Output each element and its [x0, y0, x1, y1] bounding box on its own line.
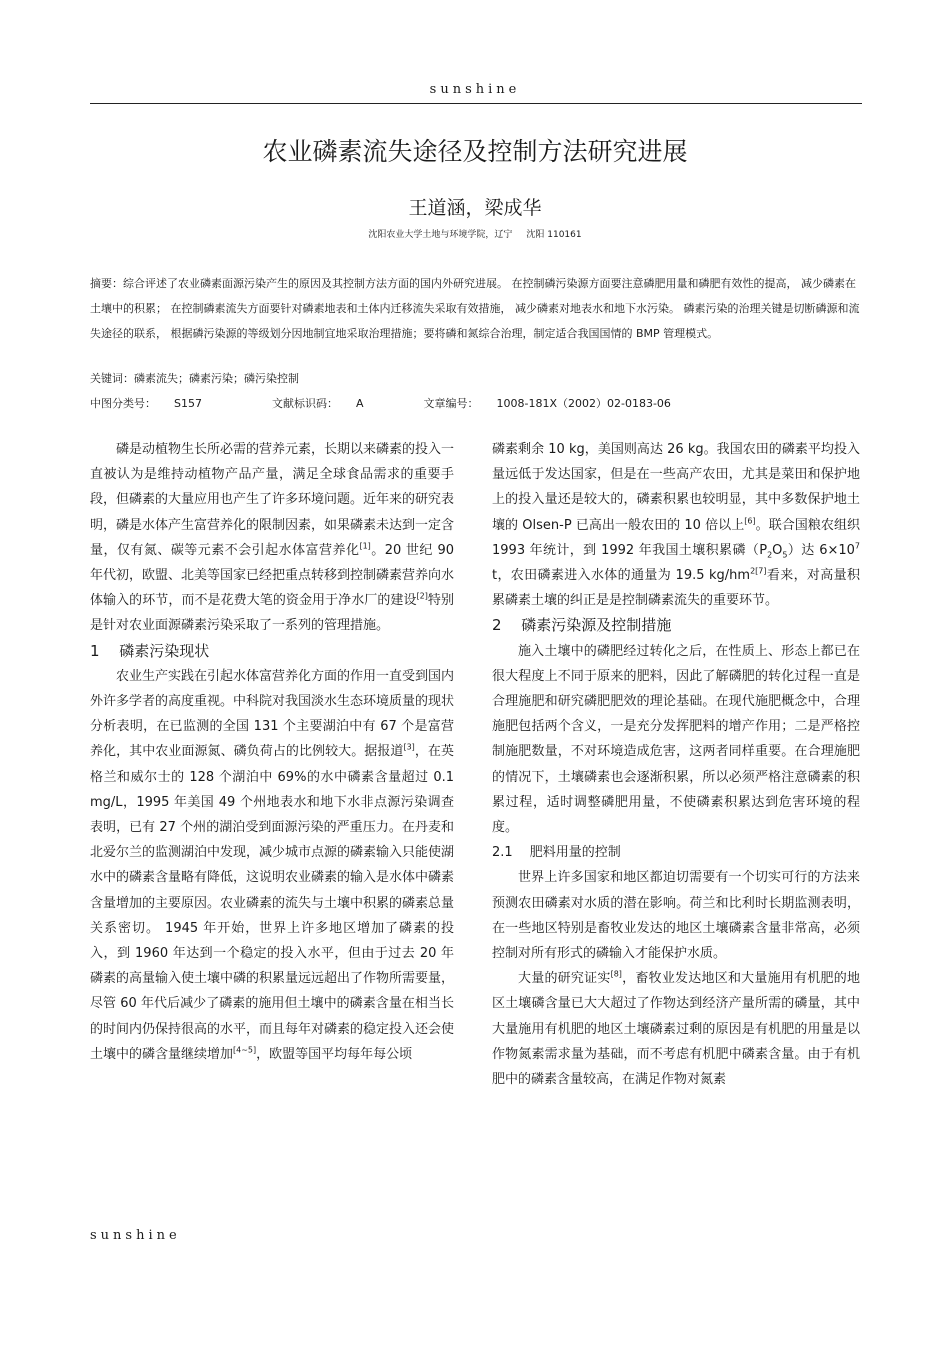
keywords-text: 磷素流失；磷素污染；磷污染控制 [134, 372, 299, 385]
intro-text-b: 。20 世纪 90 年代初，欧盟、北美等国家已经把重点转移到控制磷素营养向水体输入的环节，而不是花费大笔的资金用于净水厂的建设 [90, 542, 455, 609]
running-footer: sunshine [90, 1228, 181, 1243]
article-no-label: 文章编号： [423, 397, 479, 410]
affiliation-city: 沈阳 110161 [526, 230, 582, 240]
sec1-text-a: 农业生产实践在引起水体富营养化方面的作用一直受到国内外许多学者的高度重视。中科院对我国淡水生态环境质量的现状分析表明，在已监测的全国 131 个主要湖泊中有 67 个是富营养化，其中农业面源氮、磷负荷占的比例较大。据报道 [90, 668, 455, 760]
article-title: 农业磷素流失途径及控制方法研究进展 [262, 137, 688, 166]
sec21-text-a: 大量的研究证实 [518, 971, 611, 987]
section-2-paragraph: 施入土壤中的磷肥经过转化之后，在性质上、形态上都已在很大程度上不同于原来的肥料，因此了解磷肥的转化过程一直是合理施肥和研究磷肥肥效的理论基础。在现代施肥概念中，合理施肥包括两个含义，一是充分发挥肥料的增产作用；二是严格控制施肥数量，不对环境造成危害，这两者同样重要。在合理施肥的情况下，土壤磷素也会逐渐积累，所以必须严格注意磷素的积累过程，适时调整磷肥用量，不使磷素积累达到危害环境的程度。 [492, 643, 860, 836]
section-2-1-paragraph-1: 世界上许多国家和地区都迫切需要有一个切实可行的方法来预测农田磷素对水质的潜在影响。荷兰和比利时长期监测表明，在一些地区特别是畜牧业发达的地区土壤磷素含量非常高，必须控制对所有形式的磷输入才能保护水质。 [492, 870, 860, 962]
doc-code-value: A [355, 397, 364, 410]
classification-line [90, 391, 865, 416]
citation-7: [7] [755, 566, 767, 576]
affiliation-institution: 沈阳农业大学土地与环境学院，辽宁 [368, 230, 513, 240]
continued-paragraph [492, 437, 860, 613]
right-column [492, 437, 860, 1092]
keywords-line [90, 366, 865, 391]
p1-text-e: t，农田磷素进入水体的通量为 19.5 kg/hm [492, 568, 751, 584]
abstract-label: 摘要： [90, 277, 123, 290]
running-header: sunshine [429, 82, 521, 97]
section-2-heading: 2 磷素污染源及控制措施 [492, 616, 672, 635]
section-2-1-paragraph-2 [492, 966, 860, 1092]
superscript-2: 2 [750, 566, 756, 576]
sec1-text-c: ，欧盟等国平均每年每公顷 [256, 1046, 413, 1062]
p1-text-b: 。联合国粮农组织 1993 年统计，到 1992 年我国土壤积累磷（P [492, 517, 860, 558]
citation-8: [8] [610, 969, 622, 979]
intro-paragraph [90, 437, 454, 639]
article-authors: 王道涵，梁成华 [408, 197, 542, 219]
clc-value: S157 [174, 397, 202, 410]
p1-text-c: O [772, 542, 783, 558]
p1-text-f: 看来，对高量积累磷素土壤的纠正是是控制磷素流失的重要环节。 [492, 568, 860, 609]
subscript-5: 5 [782, 550, 788, 560]
article-no-value: 1008-181X（2002）02-0183-06 [496, 397, 671, 410]
abstract-paragraph [90, 271, 865, 346]
p1-text-d: ）达 6×10 [787, 542, 855, 558]
citation-2: [2] [416, 591, 428, 601]
intro-text-a: 磷是动植物生长所必需的营养元素，长期以来磷素的投入一直被认为是维持动植物产品产量，满足全球食品需求的重要手段，但磷素的大量应用也产生了许多环境问题。近年来的研究表明，磷是水体产生富营养化的限制因素，如果磷素未达到一定含量，仅有氮、碳等元素不会引起水体富营养化 [90, 442, 455, 558]
sec21-text-b: ，畜牧业发达地区和大量施用有机肥的地区土壤磷含量已大大超过了作物达到经济产量所需的磷量，其中大量施用有机肥的地区土壤磷素过剩的原因是有机肥的用量是以作物氮素需求量为基础，而不考虑有机肥中磷素含量。由于有机肥中的磷素含量较高，在满足作物对氮素 [492, 971, 860, 1088]
abstract-text: 综合评述了农业磷素面源污染产生的原因及其控制方法方面的国内外研究进展。 在控制磷污染源方面要注意磷肥用量和磷肥有效性的提高， 减少磷素在土壤中的积累； 在控制磷素流失方面要针对磷素地表和土体内迁移流失采取有效措施， 减少磷素对地表水和地下水污染。 磷素污染的治理关键是切断磷源和流失途径的联系， 根据磷污染源的等级划分因地制宜地采取治理措施；要将磷和氮综合治理，制定适合我国国情的 BMP 管理模式。 [90, 277, 860, 340]
header-rule [90, 103, 862, 104]
exponent-7: 7 [854, 541, 861, 551]
citation-1: [1] [359, 541, 371, 551]
subscript-2: 2 [767, 550, 773, 560]
section-2-1-heading: 2.1 肥料用量的控制 [492, 845, 621, 861]
article-affiliation [0, 227, 950, 240]
intro-text-c: 特别是针对农业面源磷素污染采取了一系列的管理措施。 [90, 593, 454, 634]
section-1-heading: 1 磷素污染现状 [90, 641, 210, 660]
keywords-label: 关键词： [90, 372, 134, 385]
left-column [90, 437, 454, 1067]
doc-code-label: 文献标识码： [271, 397, 338, 410]
abstract-block [90, 271, 865, 346]
citation-4-5: [4~5] [233, 1045, 257, 1055]
p1-text-a: 磷素剩余 10 kg，美国则高达 26 kg。我国农田的磷素平均投入量远低于发达国家，但是在一些高产农田，尤其是菜田和保护地上的投入量还是较大的，磷素积累也较明显，其中多数保护地土壤的 Olsen-P 已高出一般农田的 10 倍以上 [492, 442, 860, 533]
citation-3: [3] [403, 743, 415, 753]
sec1-text-b: ，在英格兰和威尔士的 128 个湖泊中 69%的水中磷素含量超过 0.1 mg/L，1995 年美国 49 个州地表水和地下水非点源污染调查表明，已有 27 个州的湖泊受到面源污染的严重压力。在丹麦和北爱尔兰的监测湖泊中发现，减少城市点源的磷素输入只能使湖水中的磷素含量略有降低，这说明农业磷素的输入是水体中磷素含量增加的主要原因。农业磷素的流失与土壤中积累的磷素总量关系密切。 1945 年开始，世界上许多地区增加了磷素的投入，到 1960 年达到一个稳定的投入水平，但由于过去 20 年磷素的高量输入使土壤中磷的积累量远远超出了作物所需要量，尽管 60 年代后减少了磷素的施用但土壤中的磷素含量在相当长的时间内仍保持很高的水平，而且每年对磷素的稳定投入还会使土壤中的磷含量继续增加 [90, 744, 455, 1062]
clc-label: 中图分类号： [90, 397, 156, 410]
citation-6: [6] [744, 516, 756, 526]
section-1-paragraph [90, 664, 454, 1067]
